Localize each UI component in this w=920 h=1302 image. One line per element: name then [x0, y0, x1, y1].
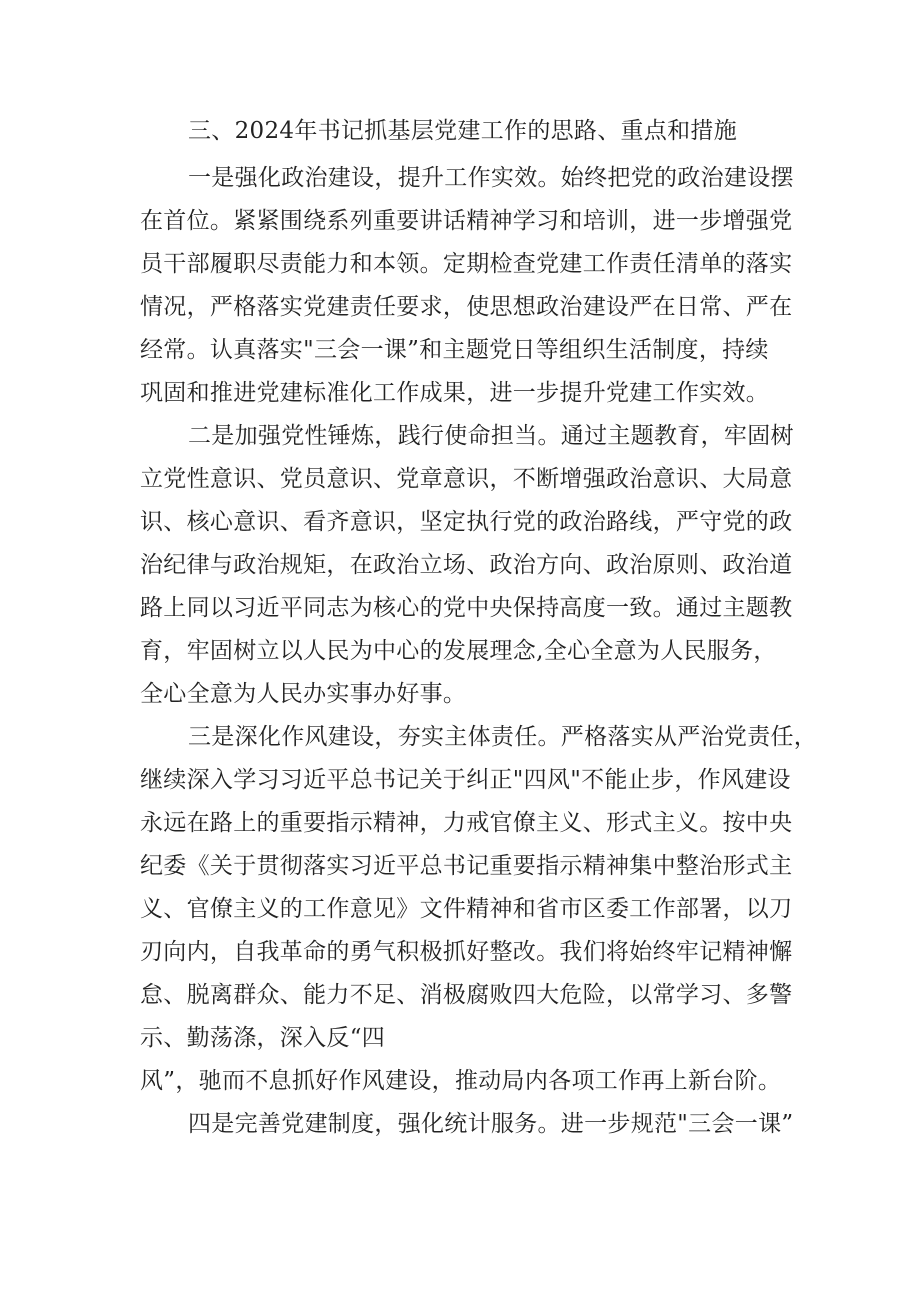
paragraph-line: 一是强化政治建设，提升工作实效。始终把党的政治建设摆	[188, 165, 794, 191]
paragraph-line: 二是加强党性锤炼，践行使命担当。通过主题教育，牢固树	[188, 423, 794, 449]
paragraph-line: 育，牢固树立以人民为中心的发展理念,全心全意为人民服务，	[140, 638, 777, 664]
paragraph-line: 怠、脱离群众、能力不足、消极腐败四大危险，以常学习、多警	[140, 982, 793, 1008]
paragraph-line: 纪委《关于贯彻落实习近平总书记重要指示精神集中整治形式主	[140, 853, 793, 879]
paragraph-line: 巩固和推进党建标准化工作成果，进一步提升党建工作实效。	[140, 380, 770, 406]
paragraph-line: 路上同以习近平同志为核心的党中央保持高度一致。通过主题教	[140, 595, 793, 621]
paragraph-line: 立党性意识、党员意识、党章意识，不断增强政治意识、大局意	[140, 466, 793, 492]
paragraph-line: 员干部履职尽责能力和本领。定期检查党建工作责任清单的落实	[140, 251, 793, 277]
paragraph-line: 治纪律与政治规矩，在政治立场、政治方向、政治原则、政治道	[140, 552, 793, 578]
paragraph-line: 示、勤荡涤，深入反“四	[140, 1025, 386, 1051]
section-heading: 三、2024年书记抓基层党建工作的思路、重点和措施	[188, 118, 738, 144]
paragraph-line: 风”，驰而不息抓好作风建设，推动局内各项工作再上新台阶。	[140, 1068, 782, 1094]
paragraph-line: 在首位。紧紧围绕系列重要讲话精神学习和培训，进一步增强党	[140, 208, 793, 234]
paragraph-line: 经常。认真落实"三会一课”和主题党日等组织生活制度，持续	[140, 337, 769, 363]
paragraph-line: 四是完善党建制度，强化统计服务。进一步规范"三会一课”	[188, 1111, 794, 1137]
paragraph-line: 永远在路上的重要指示精神，力戒官僚主义、形式主义。按中央	[140, 810, 793, 836]
paragraph-line: 情况，严格落实党建责任要求，使思想政治建设严在日常、严在	[140, 294, 793, 320]
paragraph-line: 识、核心意识、看齐意识，坚定执行党的政治路线，严守党的政	[140, 509, 793, 535]
paragraph-line: 刃向内，自我革命的勇气积极抓好整改。我们将始终牢记精神懈	[140, 939, 793, 965]
paragraph-line: 义、官僚主义的工作意见》文件精神和省市区委工作部署，以刀	[140, 896, 793, 922]
paragraph-line: 继续深入学习习近平总书记关于纠正"四风"不能止步，作风建设	[140, 767, 791, 793]
paragraph-line: 全心全意为人民办实事办好事。	[140, 681, 467, 707]
paragraph-line: 三是深化作风建设，夯实主体责任。严格落实从严治党责任，	[188, 724, 818, 750]
